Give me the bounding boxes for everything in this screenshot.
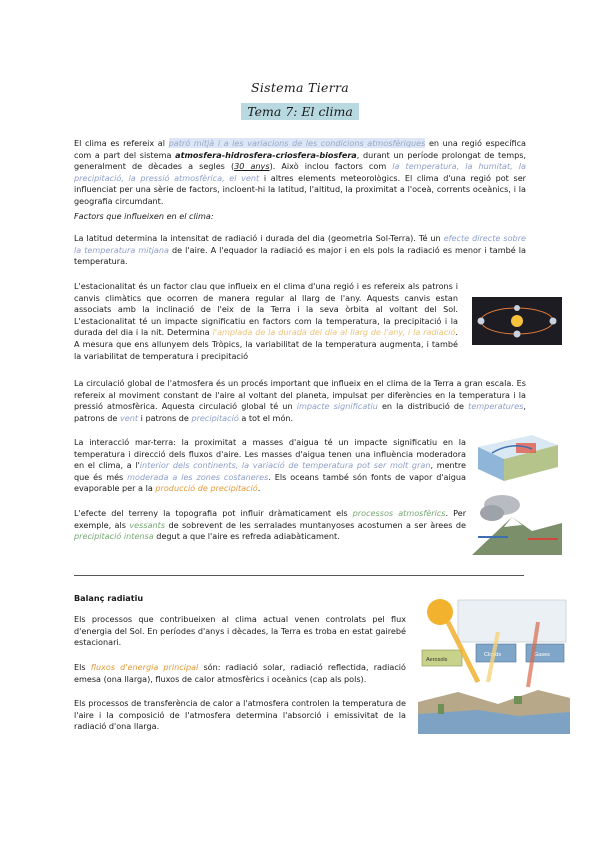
section-divider bbox=[74, 575, 524, 576]
warm-air-box bbox=[516, 443, 536, 453]
intro-paragraph: El clima es refereix al patró mitjà i a les variacions de les condicions atmosfèriques en una regió específica com a part del sistema atmosfera-hidrosfera-criosfera-biosfera, durant un període prolongat de temps, generalment de dècades a segles (30 anys). Això inclou factors com la temperatura, la humitat, la precipitació, la pressió atmosfèrica, el vent i altres elements meteorològics. El clima d'una regió pot ser influenciat per una sèrie de factors, incloent-hi la latitud, l'altitud, la proximitat a l'oceà, corrents oceànics, i la geografia circumdant. bbox=[74, 138, 527, 206]
balanc-heading: Balanç radiatiu bbox=[74, 593, 144, 603]
vegetation-2 bbox=[514, 696, 522, 704]
vegetation-1 bbox=[438, 704, 444, 714]
subtitle-wrap bbox=[0, 101, 600, 120]
sun-icon bbox=[511, 315, 523, 327]
earth-top-icon bbox=[514, 305, 520, 311]
earth-bottom-icon bbox=[514, 331, 521, 338]
gases-label: Gases bbox=[534, 652, 550, 658]
latitud-paragraph: La latitud determina la intensitat de radiació i durada del dia (geometria Sol-Terra). Té un efecte directe sobre la temperatura mitjana de l'aire. A l'equador la radiació es major i en els pols la radiació es menor i també la temperatura. bbox=[74, 233, 527, 267]
terreny-paragraph: L'efecte del terreny la topografia pot influir dràmaticament els processos atmosfèrics. Per exemple, als vessants de sobrevent de les serralades muntanyoses acostumen a ser àrees de precipitació intensa degut a que l'aire es refreda adiabàticament. bbox=[74, 508, 467, 542]
earth-orbit-figure bbox=[472, 297, 562, 345]
clouds-label: Clouds bbox=[484, 652, 502, 658]
aerosols-label: Aerosols bbox=[426, 657, 448, 663]
orographic-figure bbox=[472, 487, 562, 555]
document-subtitle: Tema 7: El clima bbox=[241, 103, 359, 120]
mar-terra-paragraph: La interacció mar-terra: la proximitat a masses d'aigua té un impacte significatiu en la temperatura i direcció dels fluxos d'aire. Les masses d'aigua tenen una influència moderadora en el clima, a l'interior dels continents, la variació de temperatura pot ser molt gran, mentre que és més moderada a les zones costaneres. Els oceans també són fonts de vapor d'aigua evaporable per a la producció de precipitació. bbox=[74, 437, 466, 494]
estacionalitat-paragraph: L'estacionalitat és un factor clau que influeix en el clima d'una regió i es refereix als patrons i canvis climàtics que ocorren de manera regular al llarg de l'any. Aquests canvis estan associats amb la inclinació de l'eix de la Terra i la seva òrbita al voltant del Sol. L'estacionalitat té un impacte significatiu en factors com la temperatura, la precipitació i la durada del dia i la nit. Determina l'amplada de la durada del dia al llarg de l'any, i la radiació. A mesura que ens allunyem dels Tròpics, la variabilitat de la temperatura augmenta, i també la variabilitat de temperatura i precipitació bbox=[74, 281, 458, 361]
balanc-paragraph-2: Els fluxos d'energia principal són: radiació solar, radiació reflectida, radiació emesa (ona llarga), fluxos de calor atmosfèrics i oceànics (cap als pols). bbox=[74, 662, 406, 684]
earth-right-icon bbox=[550, 318, 557, 325]
sun-icon bbox=[427, 599, 453, 625]
factors-heading: Factors que influeixen en el clima: bbox=[74, 211, 214, 221]
circulacio-paragraph: La circulació global de l'atmosfera és un procés important que influeix en el clima de la Terra a gran escala. Es refereix al moviment constant de l'aire al voltant del planeta, impulsat per diferències en la temperatura i la pressió atmosfèrica. Aquesta circulació global té un impacte significatiu en la distribució de temperatures, patrons de vent i patrons de precipitació a tot el món. bbox=[74, 378, 526, 423]
atmosphere-band bbox=[458, 600, 566, 642]
balanc-paragraph-1: Els processos que contribueixen al clima actual venen controlats pel flux d'energia del Sol. En períodes d'anys i dècades, la Terra es troba en estat gairebé estacionari. bbox=[74, 614, 406, 648]
document-title: Sistema Tierra bbox=[250, 80, 349, 95]
earth-left-icon bbox=[478, 318, 485, 325]
balanc-paragraph-3: Els processos de transferència de calor a l'atmosfera controlen la temperatura de l'aire i la composició de l'atmosfera determina l'absorció i emissivitat de la radiació d'ona llarga. bbox=[74, 698, 406, 732]
sea-land-breeze-figure bbox=[472, 425, 562, 485]
energy-balance-diagram bbox=[418, 592, 570, 734]
cloud-shape-2 bbox=[480, 505, 504, 521]
